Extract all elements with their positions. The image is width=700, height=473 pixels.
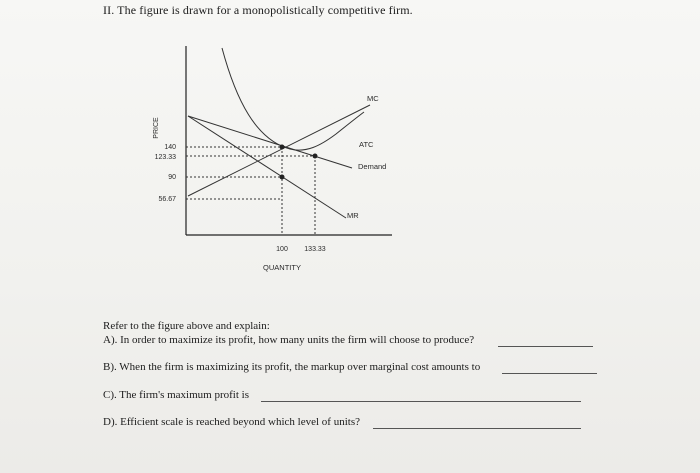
label-mc: MC xyxy=(367,94,379,103)
label-atc: ATC xyxy=(359,140,374,149)
demand-curve xyxy=(188,116,352,168)
answer-b-blank[interactable] xyxy=(502,373,597,374)
y-tick-90: 90 xyxy=(168,174,176,181)
x-axis-title: QUANTITY xyxy=(263,263,301,272)
x-tick-133: 133.33 xyxy=(304,246,326,253)
question-c: C). The firm's maximum profit is xyxy=(103,389,249,401)
mc-curve xyxy=(188,105,370,196)
question-heading: II. The figure is drawn for a monopolistically competitive firm. xyxy=(103,3,413,17)
questions-intro: Refer to the figure above and explain: xyxy=(103,320,270,332)
x-tick-100: 100 xyxy=(276,246,288,253)
question-b: B). When the firm is maximizing its profit, the markup over marginal cost amounts to xyxy=(103,361,481,373)
y-tick-140: 140 xyxy=(164,144,176,151)
question-d: D). Efficient scale is reached beyond which level of units? xyxy=(103,416,360,428)
y-tick-123: 123.33 xyxy=(154,154,176,161)
question-a: A). In order to maximize its profit, how many units the firm will choose to produce? xyxy=(103,334,475,346)
point-price-140 xyxy=(280,145,285,150)
answer-d-blank[interactable] xyxy=(373,428,581,429)
point-tangency xyxy=(313,154,318,159)
answer-c-blank[interactable] xyxy=(261,401,581,402)
y-axis-title: PRICE xyxy=(153,117,160,139)
point-mc-mr xyxy=(280,175,285,180)
label-demand: Demand xyxy=(358,162,387,171)
answer-a-blank[interactable] xyxy=(498,346,593,347)
y-tick-56: 56.67 xyxy=(158,196,176,203)
mr-curve xyxy=(188,116,346,218)
atc-curve xyxy=(222,48,364,150)
label-mr: MR xyxy=(347,211,359,220)
